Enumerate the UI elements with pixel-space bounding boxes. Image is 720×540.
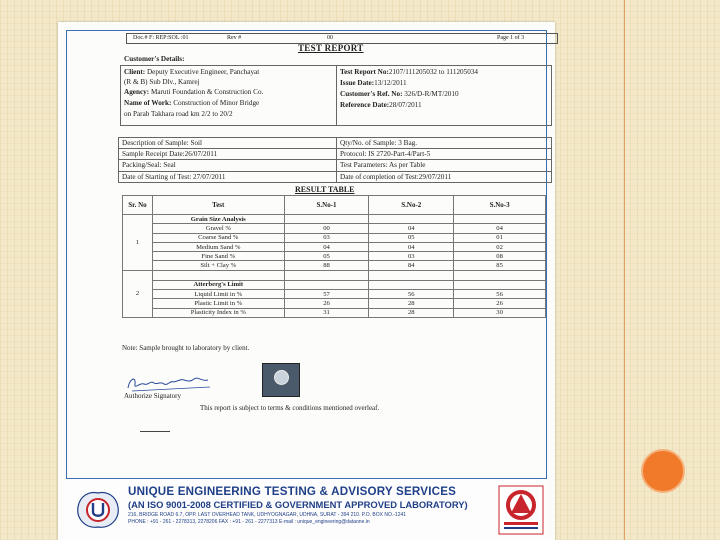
col-header: S.No-2: [369, 196, 454, 215]
handwritten-signature: [124, 372, 214, 394]
table-row: [123, 215, 546, 224]
company-contact: PHONE : +91 - 261 - 2278313, 2278206 FAX : +91 - 261 - 2277313 E-mail : unique_engineering@dataone.in: [128, 519, 370, 525]
table-row: [123, 270, 546, 280]
client-line: Client: Deputy Executive Engineer, Panchayat: [124, 68, 260, 76]
sample-qty: Qty/No. of Sample: 3 Bag.: [340, 139, 418, 147]
letterhead-footer: [66, 478, 547, 540]
table-row: Coarse Sand % 03 05 01: [123, 233, 546, 242]
rev-value: 00: [327, 35, 333, 41]
doc-number: Doc.# F: REP:SOL :01: [133, 35, 189, 41]
table-row: Medium Sand % 04 04 02: [123, 242, 546, 251]
table-row: Liquid Limit in % 57 56 56: [123, 290, 546, 299]
reference-date-line: Reference Date:28/07/2011: [340, 101, 422, 109]
sample-note: Note: Sample brought to laboratory by client.: [122, 344, 250, 352]
work-line: Name of Work: Construction of Minor Bridge: [124, 99, 260, 107]
table-row: Plasticity Index in % 31 28 30: [123, 308, 546, 317]
work-line-2: on Parab Takhara road km 2/2 to 20/2: [124, 110, 233, 118]
sample-description: Description of Sample: Soil: [122, 139, 203, 147]
table-row: Plastic Limit in % 26 28 26: [123, 299, 546, 308]
col-header: Test: [152, 196, 284, 215]
col-header: Sr. No: [123, 196, 153, 215]
customer-heading: Customer's Details:: [124, 55, 185, 63]
test-parameters: Test Parameters: As per Table: [340, 161, 426, 169]
result-table: [122, 195, 546, 318]
scanned-document: [58, 22, 555, 540]
table-row: Gravel % 00 04 04: [123, 224, 546, 233]
table-row: Fine Sand % 05 03 08: [123, 252, 546, 261]
packing-seal: Packing/Seal: Seal: [122, 161, 176, 169]
result-table-title: RESULT TABLE: [295, 185, 355, 194]
test-completion-date: Date of completion of Test:29/07/2011: [340, 173, 452, 181]
test-start-date: Date of Starting of Test: 27/07/2011: [122, 173, 226, 181]
slide-divider-line: [624, 0, 625, 540]
section-heading: Atterberg's Limit: [152, 280, 284, 289]
company-name: UNIQUE ENGINEERING TESTING & ADVISORY SERVICES: [128, 485, 457, 498]
report-title: TEST REPORT: [298, 43, 364, 53]
customer-ref-line: Customer's Ref. No: 326/D-R/MT/2010: [340, 90, 459, 98]
sample-receipt-date: Sample Receipt Date:26/07/2011: [122, 150, 218, 158]
company-logo-icon: [74, 487, 122, 531]
issue-date-line: Issue Date:13/12/2011: [340, 79, 407, 87]
page-number: Page 1 of 3: [497, 35, 525, 41]
agency-line: Agency: Maruti Foundation & Construction Co.: [124, 88, 264, 96]
client-line-2: (R & B) Sub Dlv., Kamrej: [124, 78, 200, 86]
rev-label: Rev #: [227, 35, 242, 41]
sr-no: 1: [123, 215, 153, 271]
sr-no: 2: [123, 270, 153, 317]
company-address: 216, BRIDGE ROAD 6.7, OPP. LAST OVERHEAD TANK, UDHYOGNAGAR, UDHNA, SURAT - 394 210. P.O. BOX NO.-1241: [128, 512, 407, 518]
dash-mark: [140, 431, 170, 432]
section-heading: Grain Size Analysis: [152, 215, 284, 224]
table-row: [123, 280, 546, 289]
table-header-row: [123, 196, 546, 215]
table-row: Silt + Clay % 88 84 85: [123, 261, 546, 270]
seal-emblem: [274, 370, 289, 385]
col-header: S.No-3: [454, 196, 546, 215]
terms-notice: This report is subject to terms & conditions mentioned overleaf.: [200, 404, 380, 412]
authorize-signatory: Authorize Signatory: [124, 392, 181, 400]
report-no-line: Test Report No:2107/111205032 to 111205034: [340, 68, 479, 76]
customer-box-divider: [336, 65, 337, 126]
orange-circle-ornament: [641, 449, 685, 493]
sample-box-divider: [336, 137, 337, 183]
official-seal-stamp: [262, 363, 300, 397]
protocol: Protocol: IS 2720-Part-4/Part-5: [340, 150, 431, 158]
company-certification: (AN ISO 9001-2008 CERTIFIED & GOVERNMENT APPROVED LABORATORY): [128, 499, 468, 510]
col-header: S.No-1: [284, 196, 369, 215]
accreditation-badge-icon: [498, 485, 544, 535]
